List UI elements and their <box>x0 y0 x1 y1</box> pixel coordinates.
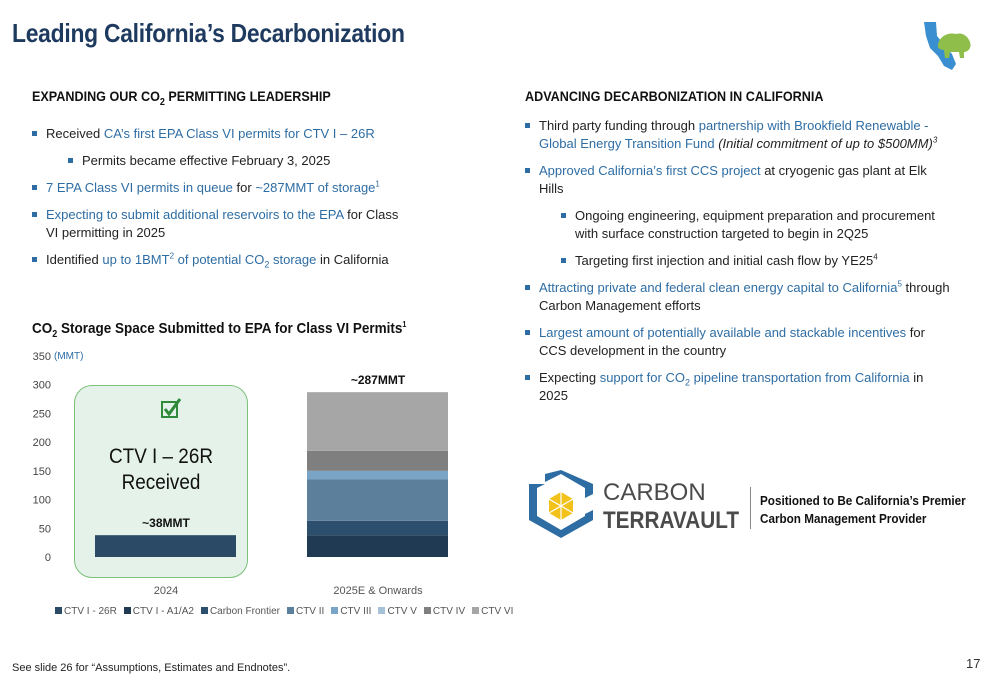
x-tick-label: 2024 <box>153 585 179 597</box>
y-tick-label: 0 <box>44 552 51 564</box>
legend-label: Carbon Frontier <box>209 606 280 617</box>
legend-item <box>424 606 465 617</box>
brand-divider <box>750 487 751 529</box>
legend-item <box>201 606 280 617</box>
legend-swatch <box>124 607 131 614</box>
y-unit-label: (MMT) <box>54 351 84 362</box>
brand-word-carbon: CARBON <box>603 479 706 506</box>
legend-item <box>378 606 416 617</box>
bullet-stackable-incentives: Largest amount of potentially available and stackable incentives for CCS development in the country <box>525 324 950 360</box>
bullet-attracting-capital: Attracting private and federal clean energy capital to California$^5$ through Carbon Management efforts <box>525 279 950 315</box>
y-tick-label: 100 <box>32 494 51 507</box>
y-tick-label: 300 <box>32 379 51 392</box>
bullet-first-ccs-project: Approved California’s first CCS project at cryogenic gas plant at Elk Hills <box>525 162 950 198</box>
legend-swatch <box>472 607 479 614</box>
bar-total-label: ~287MMT <box>350 373 406 388</box>
bar-segment-ctv-iii <box>307 471 448 480</box>
chart-title: $CO_2$ Storage Space Submitted to EPA for Class VI Permits$^1$ <box>32 320 407 340</box>
carbon-terravault-logo <box>525 470 745 540</box>
legend-label: CTV I - 26R <box>64 606 117 617</box>
legend-swatch <box>331 607 338 614</box>
storage-bar-chart <box>0 340 480 630</box>
legend-label: CTV VI <box>481 606 514 617</box>
legend-item <box>472 606 513 617</box>
bar-total-label: ~38MMT <box>142 516 190 530</box>
legend-swatch <box>201 607 208 614</box>
brand-tagline: Positioned to Be California’s Premier Carbon Management Provider <box>760 493 966 526</box>
bullet-ongoing-engineering: Ongoing engineering, equipment preparation and procurement with surface construction targeted to begin in 2Q25 <box>561 207 950 243</box>
legend-item <box>331 606 371 617</box>
ctv-received-label: CTV I – 26R Received <box>108 445 213 494</box>
bullet-pipeline-support: Expecting support for $CO_2$ pipeline transportation from California in 2025 <box>525 369 950 405</box>
legend-swatch <box>424 607 431 614</box>
bar-segment-ctv-ii <box>307 479 448 520</box>
california-bear-logo <box>918 18 974 74</box>
right-section-heading: ADVANCING DECARBONIZATION IN CALIFORNIA <box>525 88 824 104</box>
left-section-heading: EXPANDING OUR $CO_2$ PERMITTING LEADERSHIP <box>32 88 331 108</box>
bar-segment-ctv-i-26r <box>95 535 236 557</box>
bullet-first-injection: Targeting first injection and initial cash flow by $YE25^4$ <box>561 252 950 270</box>
legend-swatch <box>55 607 62 614</box>
page-title: Leading California’s Decarbonization <box>12 18 405 48</box>
legend-label: CTV I - A1/A2 <box>132 606 194 617</box>
legend-swatch <box>378 607 385 614</box>
y-tick-label: 50 <box>38 523 51 536</box>
bullet-permits-in-queue: 7 EPA Class VI permits in queue for ~287MMT of storage$^1$ <box>32 179 412 197</box>
page-number: 17 <box>966 656 981 671</box>
legend-label: CTV V <box>387 606 417 617</box>
bar-segment-carbon-frontier <box>307 521 448 535</box>
bullet-permits-effective: Permits became effective February 3, 2025 <box>68 152 412 170</box>
legend-label: CTV III <box>340 606 372 617</box>
checkbox-checked-icon <box>160 398 182 420</box>
legend-label: CTV II <box>295 606 325 617</box>
bullet-brookfield-funding: Third party funding through partnership with Brookfield Renewable - Global Energy Transition Fund (Initial commitment of up to $500MM)$^3$ <box>525 117 950 153</box>
legend-item <box>287 606 324 617</box>
bullet-potential-storage: Identified up to 1BMT$^2$ of potential $CO_2$ storage in California <box>32 251 412 269</box>
chart-legend <box>55 606 520 617</box>
y-tick-label: 150 <box>32 465 51 478</box>
bar-segment-ctv-vi <box>307 392 448 451</box>
bar-segment-ctv-iv <box>307 451 448 471</box>
y-tick-label: 250 <box>32 408 51 421</box>
bullet-additional-reservoirs: Expecting to submit additional reservoirs to the EPA for Class VI permitting in 2025 <box>32 206 412 242</box>
y-tick-label: 200 <box>32 437 51 450</box>
legend-swatch <box>287 607 294 614</box>
right-bullet-list <box>525 117 950 414</box>
footnote: See slide 26 for “Assumptions, Estimates and Endnotes”. <box>12 662 291 674</box>
legend-item <box>55 606 117 617</box>
y-tick-label: 350 <box>32 351 51 363</box>
bar-segment-ctv-i-a1-a2 <box>307 535 448 557</box>
bullet-received-permits: Received CA’s first EPA Class VI permits for CTV I – 26R <box>32 125 412 143</box>
legend-label: CTV IV <box>432 606 466 617</box>
legend-item <box>124 606 194 617</box>
left-bullet-list <box>32 125 412 278</box>
brand-word-terravault: TERRAVAULT <box>603 507 740 534</box>
x-tick-label: 2025E & Onwards <box>333 585 423 597</box>
